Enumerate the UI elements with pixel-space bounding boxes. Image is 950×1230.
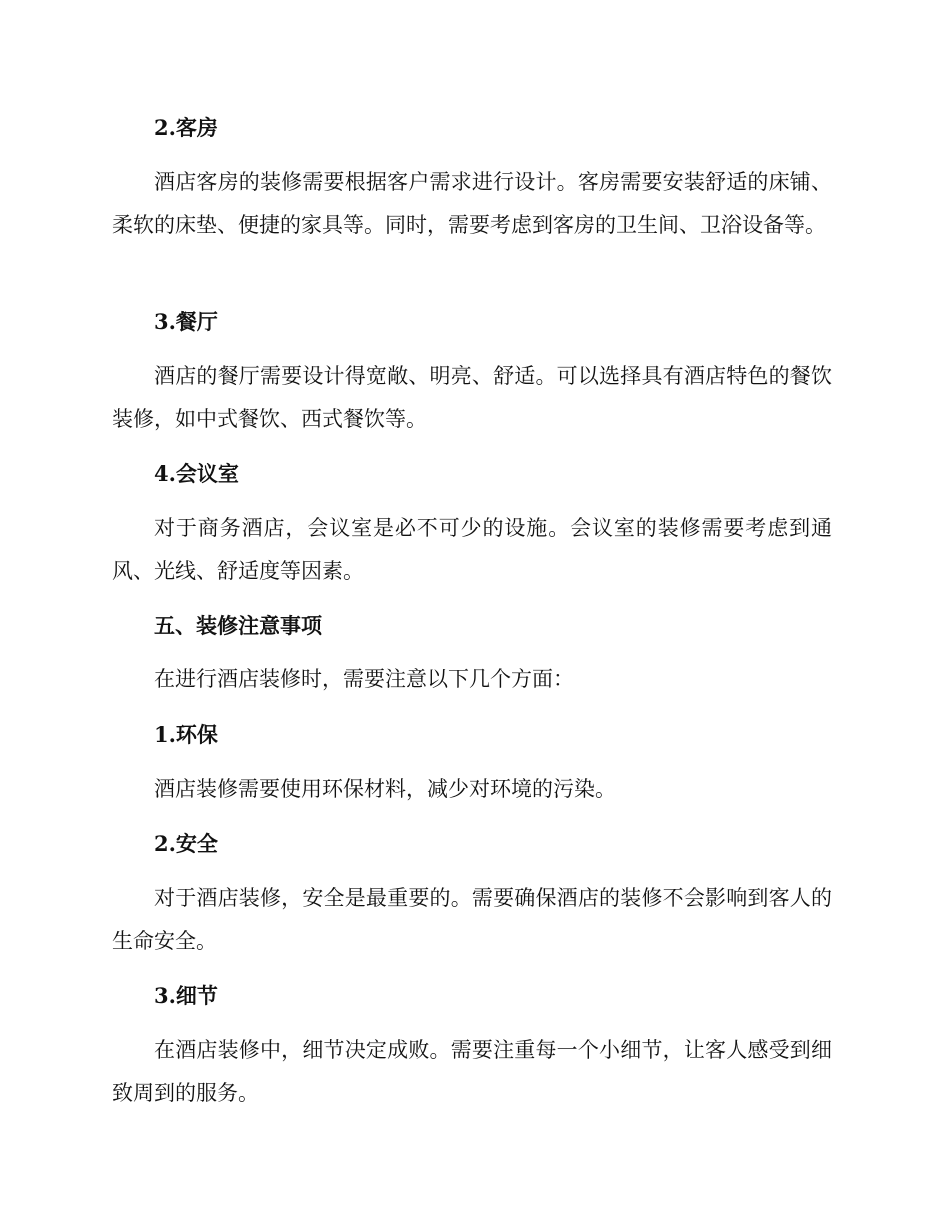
- section-heading-details: 3.细节: [154, 983, 218, 1008]
- paragraph-decoration-notes: 在进行酒店装修时，需要注意以下几个方面：: [154, 667, 574, 691]
- section-heading-decoration-notes: 五、装修注意事项: [154, 613, 322, 638]
- paragraph-details: 在酒店装修中，细节决定成败。需要注重每一个小细节，让客人感受到细致周到的服务。: [112, 1038, 832, 1105]
- section-heading-guest-room: 2.客房: [154, 115, 218, 140]
- paragraph-safety: 对于酒店装修，安全是最重要的。需要确保酒店的装修不会影响到客人的生命安全。: [112, 886, 832, 953]
- paragraph-meeting-room: 对于商务酒店，会议室是必不可少的设施。会议室的装修需要考虑到通风、光线、舒适度等因素。: [112, 516, 832, 583]
- paragraph-guest-room: 酒店客房的装修需要根据客户需求进行设计。客房需要安装舒适的床铺、柔软的床垫、便捷的家具等。同时，需要考虑到客房的卫生间、卫浴设备等。: [112, 170, 832, 237]
- paragraph-eco: 酒店装修需要使用环保材料，减少对环境的污染。: [154, 777, 616, 801]
- section-heading-meeting-room: 4.会议室: [154, 461, 239, 486]
- paragraph-restaurant: 酒店的餐厅需要设计得宽敞、明亮、舒适。可以选择具有酒店特色的餐饮装修，如中式餐饮、西式餐饮等。: [112, 364, 832, 431]
- section-heading-restaurant: 3.餐厅: [154, 309, 218, 334]
- section-heading-eco: 1.环保: [154, 722, 218, 747]
- section-heading-safety: 2.安全: [154, 831, 218, 856]
